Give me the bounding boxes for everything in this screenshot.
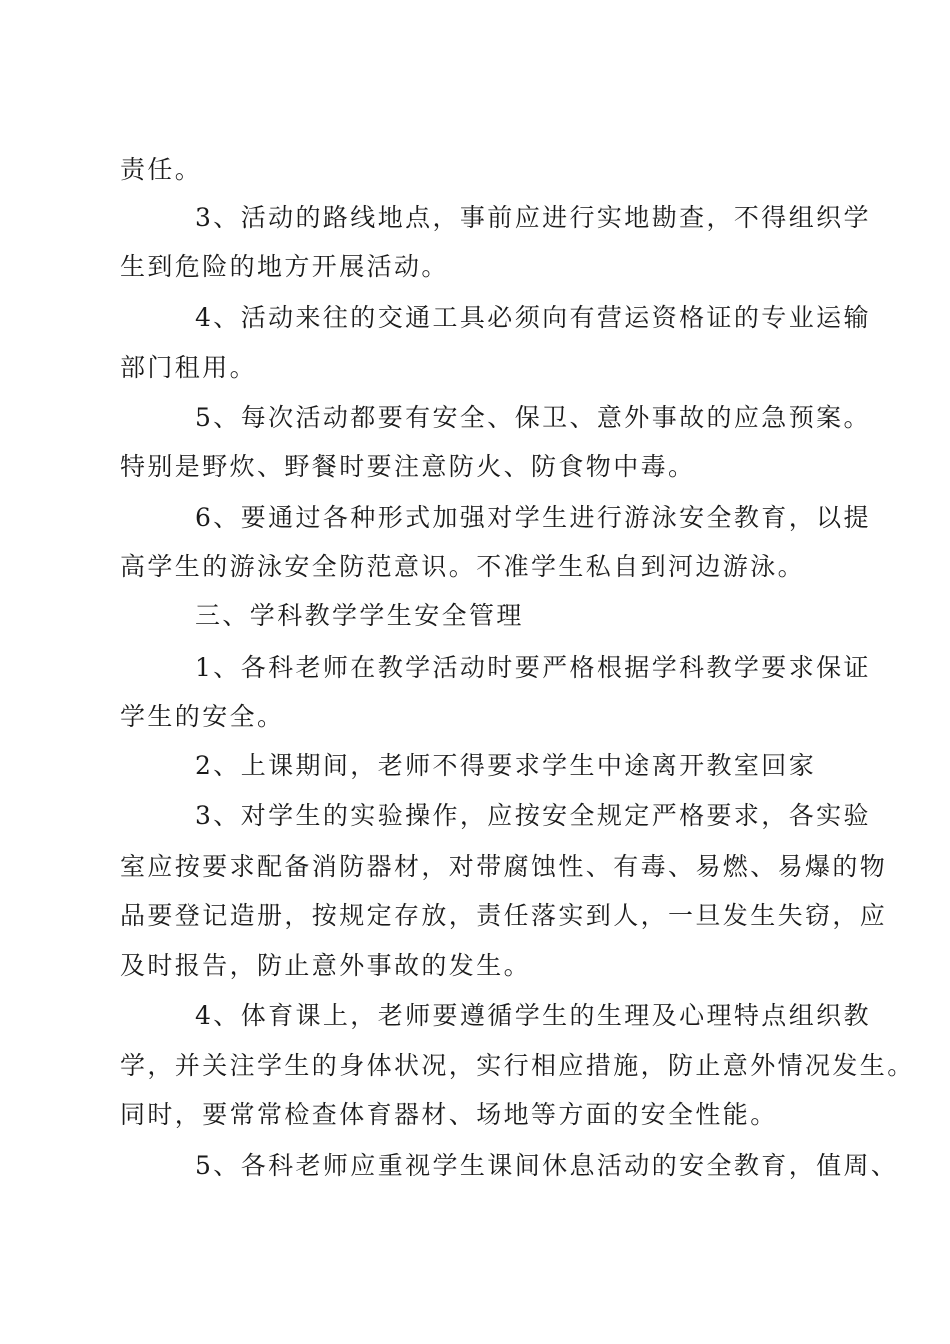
text-line: 学生的安全。 bbox=[120, 702, 285, 731]
text-line: 品要登记造册，按规定存放，责任落实到人，一旦发生失窃，应 bbox=[120, 901, 888, 930]
paragraph-line: 2、上课期间，老师不得要求学生中途离开教室回家 bbox=[195, 751, 817, 780]
text-line: 特别是野炊、野餐时要注意防火、防食物中毒。 bbox=[120, 452, 696, 481]
text-line: 高学生的游泳安全防范意识。不准学生私自到河边游泳。 bbox=[120, 552, 806, 581]
text-line: 部门租用。 bbox=[120, 353, 258, 382]
text-line: 室应按要求配备消防器材，对带腐蚀性、有毒、易燃、易爆的物 bbox=[120, 852, 888, 881]
paragraph-line: 4、活动来往的交通工具必须向有营运资格证的专业运输 bbox=[195, 303, 871, 332]
paragraph-line: 1、各科老师在教学活动时要严格根据学科教学要求保证 bbox=[195, 653, 871, 682]
paragraph-line: 3、活动的路线地点，事前应进行实地勘查，不得组织学 bbox=[195, 203, 871, 232]
section-heading: 三、学科教学学生安全管理 bbox=[195, 601, 524, 630]
paragraph-line: 6、要通过各种形式加强对学生进行游泳安全教育，以提 bbox=[195, 503, 871, 532]
paragraph-line: 4、体育课上，老师要遵循学生的生理及心理特点组织教 bbox=[195, 1001, 871, 1030]
paragraph-line: 3、对学生的实验操作，应按安全规定严格要求，各实验 bbox=[195, 801, 871, 830]
text-line: 学，并关注学生的身体状况，实行相应措施，防止意外情况发生。 bbox=[120, 1051, 915, 1080]
paragraph-line: 5、每次活动都要有安全、保卫、意外事故的应急预案。 bbox=[195, 403, 871, 432]
text-line: 责任。 bbox=[120, 155, 203, 184]
text-line: 及时报告，防止意外事故的发生。 bbox=[120, 951, 532, 980]
paragraph-line: 5、各科老师应重视学生课间休息活动的安全教育，值周、 bbox=[195, 1151, 899, 1180]
text-line: 生到危险的地方开展活动。 bbox=[120, 252, 449, 281]
text-line: 同时，要常常检查体育器材、场地等方面的安全性能。 bbox=[120, 1100, 778, 1129]
